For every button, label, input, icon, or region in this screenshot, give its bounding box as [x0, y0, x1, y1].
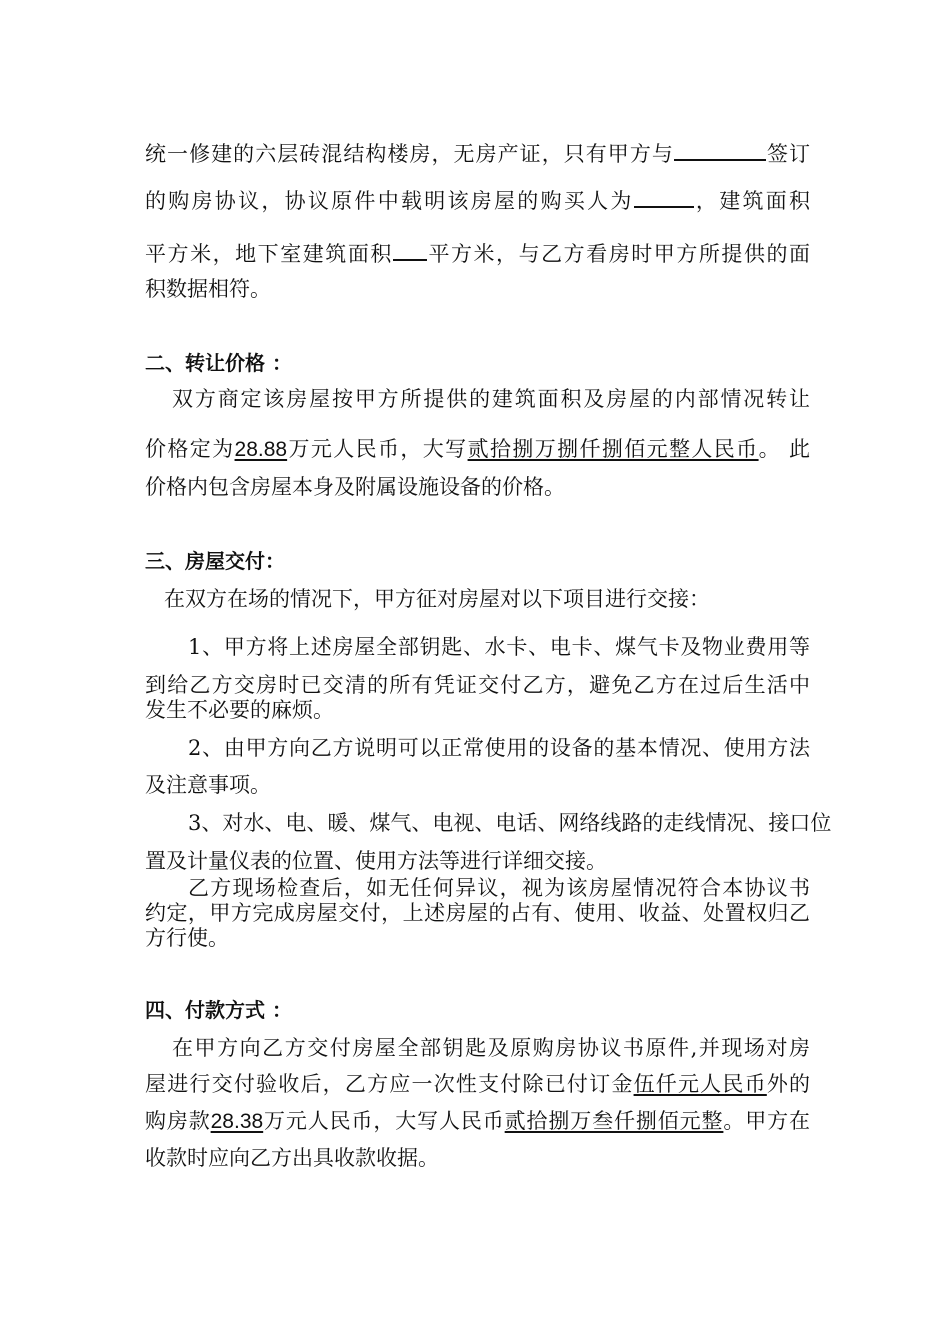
section4-line-1: 在甲方向乙方交付房屋全部钥匙及原购房协议书原件,并现场对房 [172, 1036, 810, 1060]
section4-heading: 四、付款方式 ： [145, 998, 292, 1022]
section3-heading: 三、房屋交付： [145, 549, 285, 573]
section2-line-2 [145, 436, 810, 463]
section3-closing-line-2: 约定，甲方完成房屋交付，上述房屋的占有、使用、收益、处置权归乙 [145, 901, 810, 925]
text-run: 万元人民币，大写人民币 [263, 1109, 505, 1133]
text-run: 外的 [766, 1072, 811, 1096]
text-run: 购房款 [145, 1109, 211, 1133]
payment-amount-number: 28.38 [210, 1110, 264, 1133]
text-run: 平方米，与乙方看房时甲方所提供的面 [426, 242, 811, 266]
price-in-words: 贰拾捌万捌仟捌佰元整人民币 [467, 437, 759, 461]
section3-item2-line-2: 及注意事项。 [145, 773, 271, 797]
section4-line-3 [145, 1108, 810, 1135]
text-run: 价格定为 [145, 437, 235, 461]
text-run: 屋进行交付验收后，乙方应一次性支付除已付订金 [145, 1072, 634, 1096]
section2-heading: 二、转让价格 ： [145, 351, 292, 375]
section1-line-2 [145, 186, 810, 214]
section3-item2-line-1: 2、由甲方向乙方说明可以正常使用的设备的基本情况、使用方法 [188, 736, 810, 760]
section3-closing-line-1: 乙方现场检查后，如无任何异议，视为该房屋情况符合本协议书 [188, 876, 810, 900]
text-run: 。甲方在 [723, 1109, 811, 1133]
payment-amount-in-words: 贰拾捌万叁仟捌佰元整 [504, 1109, 724, 1133]
section3-item3-line-1: 3、对水、电、暖、煤气、电视、电话、网络线路的走线情况、接口位 [188, 811, 832, 835]
fill-blank-buyer-name [634, 186, 694, 208]
text-run: 签订 [765, 142, 810, 166]
text-run: 的购房协议，协议原件中载明该房屋的购买人为 [145, 189, 634, 213]
section1-line-3 [145, 239, 810, 267]
section4-line-4: 收款时应向乙方出具收款收据。 [145, 1146, 439, 1170]
section2-line-3: 价格内包含房屋本身及附属设施设备的价格。 [145, 475, 565, 499]
text-run: 平方米，地下室建筑面积 [145, 242, 393, 266]
price-number: 28.88 [234, 438, 288, 461]
section2-line-1: 双方商定该房屋按甲方所提供的建筑面积及房屋的内部情况转让 [172, 387, 810, 411]
deposit-in-words: 伍仟元人民币 [633, 1072, 767, 1096]
section3-closing-line-3: 方行使。 [145, 926, 229, 950]
section1-line-4: 积数据相符。 [145, 277, 271, 301]
section3-item1-line-3: 发生不必要的麻烦。 [145, 698, 334, 722]
section3-intro: 在双方在场的情况下，甲方征对房屋对以下项目进行交接： [164, 587, 710, 611]
text-run: 统一修建的六层砖混结构楼房，无房产证，只有甲方与 [145, 142, 674, 166]
text-run: ，建筑面积 [693, 189, 811, 213]
text-run: 。 此 [758, 437, 811, 461]
fill-blank-basement-area [393, 239, 427, 261]
fill-blank-seller-party [674, 139, 766, 161]
section1-line-1 [145, 139, 810, 167]
section3-item1-line-2: 到给乙方交房时已交清的所有凭证交付乙方，避免乙方在过后生活中 [145, 673, 810, 697]
text-run: 万元人民币，大写 [287, 437, 468, 461]
section3-item3-line-2: 置及计量仪表的位置、使用方法等进行详细交接。 [145, 849, 607, 873]
section3-item1-line-1: 1、甲方将上述房屋全部钥匙、水卡、电卡、煤气卡及物业费用等 [188, 635, 810, 659]
section4-line-2 [145, 1071, 810, 1097]
